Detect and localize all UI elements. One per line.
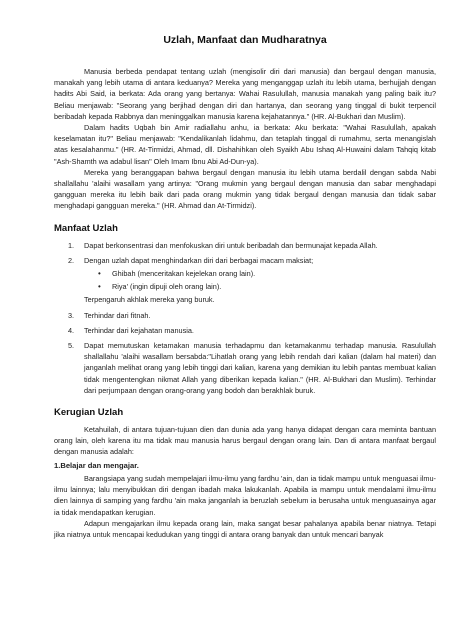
list-text: Terhindar dari fitnah. xyxy=(84,310,151,320)
manfaat-heading: Manfaat Uzlah xyxy=(54,222,118,234)
bullet-icon: • xyxy=(98,269,101,279)
kerugian-subheading: 1.Belajar dan mengajar. xyxy=(54,460,139,470)
list-number: 1. xyxy=(68,240,75,250)
list-text: Dapat memutuskan ketamakan manusia terhadapmu dan ketamakanmu terhadap manusia. Rasulullah shallallahu 'alaihi wasallam bersabda:"Lihatlah orang yang lebih rendah dari kalian (dalam hal materi) dan janganlah melihat orang yang lebih tinggi dari kalian, karena yang demikian itu lebih pantas membuat kalian tidak mengentengkan nikmat Allah yang diberikan kepada kalian." (HR. Al-Bukhari dan Muslim). Terhindar dari perjumpaan dengan orang-orang yang bodoh dan berakhlak buruk. xyxy=(84,341,436,395)
list-number: 2. xyxy=(68,255,75,265)
list-item xyxy=(54,255,436,266)
intro-paragraph-3: Mereka yang beranggapan bahwa bergaul dengan manusia itu lebih utama berdalil dengan sabda Nabi shallallahu 'alaihi wasallam yang artinya: "Orang mukmin yang bergaul dengan manusia dan sabar menghadapi gangguan mereka itu lebih baik dari pada orang mukmin yang tidak bergaul dengan manusia dan tidak sabar menghadapi gangguan mereka." (HR. Ahmad dan At-Tirmidzi). xyxy=(54,167,436,211)
list-text: Terhindar dari kejahatan manusia. xyxy=(84,325,194,335)
list-item xyxy=(54,310,436,321)
list-item xyxy=(54,325,436,336)
list-number: 3. xyxy=(68,310,75,320)
list-number: 4. xyxy=(68,325,75,335)
kerugian-heading: Kerugian Uzlah xyxy=(54,407,124,419)
bullet-item xyxy=(98,268,436,279)
list-item xyxy=(54,340,436,396)
document-title: Uzlah, Manfaat dan Mudharatnya xyxy=(163,34,327,46)
list-item xyxy=(54,240,436,251)
kerugian-intro: Ketahuilah, di antara tujuan-tujuan dien dan dunia ada yang hanya didapat dengan cara meminta bantuan orang lain, oleh karena itu ma tidak mau manusia harus bergaul dengan orang lain. Dan di antara manfaat bergaul dengan manusia adalah: xyxy=(54,425,436,457)
list-text: Dapat berkonsentrasi dan menfokuskan diri untuk beribadah dan bermunajat kepada Allah. xyxy=(84,240,378,250)
bullet-icon: • xyxy=(98,282,101,292)
bullet-text: Riya' (ingin dipuji oleh orang lain). xyxy=(112,282,222,292)
kerugian-paragraph-2: Adapun mengajarkan ilmu kepada orang lain, maka sangat besar pahalanya apabila benar niatnya. Tetapi jika niatnya untuk mencapai kedudukan yang tinggi di antara orang banyak dan untuk mencari banyak xyxy=(54,518,436,539)
intro-paragraph-1: Manusia berbeda pendapat tentang uzlah (mengisolir diri dari manusia) dan bergaul dengan manusia, manakah yang lebih utama di antara keduanya? Mereka yang menganggap uzlah itu lebih utama, berhujjah dengan hadits Abi Said, ia berkata: Ada orang yang bertanya: Wahai Rasulullah, manusia manakah yang paling baik itu? Beliau menjawab: "Seorang yang berjihad dengan diri dan hartanya, dan seorang yang tinggal di bukit terpencil beribadah kepada Rabbnya dan meninggalkan manusia karena kejahatannya." (HR. Al-Bukhari dan Muslim). xyxy=(54,67,436,121)
intro-paragraph-2: Dalam hadits Uqbah bin Amir radiallahu anhu, ia berkata: Aku berkata: "Wahai Rasulullah, apakah keselamatan itu?" Beliau menjawab: "Kendalikanlah lidahmu, dan tetaplah tinggal di rumahmu, serta menangislah atas kesalahanmu." (HR. At-Tirmidzi, Ahmad, dll. Dishahihkan oleh Syaikh Abu Ishaq Al-Huwaini dalam Tahqiq kitab "Ash-Shamth wa adabul lisan" Oleh Imam Ibnu Abi Ad-Dun-ya). xyxy=(54,123,436,166)
list-text: Dengan uzlah dapat menghindarkan diri dari berbagai macam maksiat; xyxy=(84,255,314,265)
bullet-text: Ghibah (menceritakan kejelekan orang lain). xyxy=(112,269,256,279)
list-number: 5. xyxy=(68,341,75,351)
list-continuation: Terpengaruh akhlak mereka yang buruk. xyxy=(84,295,215,305)
kerugian-paragraph-1: Barangsiapa yang sudah mempelajari ilmu-ilmu yang fardhu 'ain, dan ia tidak mampu untuk menguasai ilmu-ilmu lainnya; lalu menyibukkan diri dengan ibadah maka lakukanlah. Apabila ia mampu untuk mendalami ilmu-ilmu dien lainnya di samping yang fardhu 'ain maka janganlah ia beruzlah sebelum ia berusaha untuk menguasainya agar ia tidak mendapatkan kerugian. xyxy=(54,473,436,517)
manfaat-list xyxy=(54,240,436,396)
bullet-item xyxy=(98,281,436,292)
